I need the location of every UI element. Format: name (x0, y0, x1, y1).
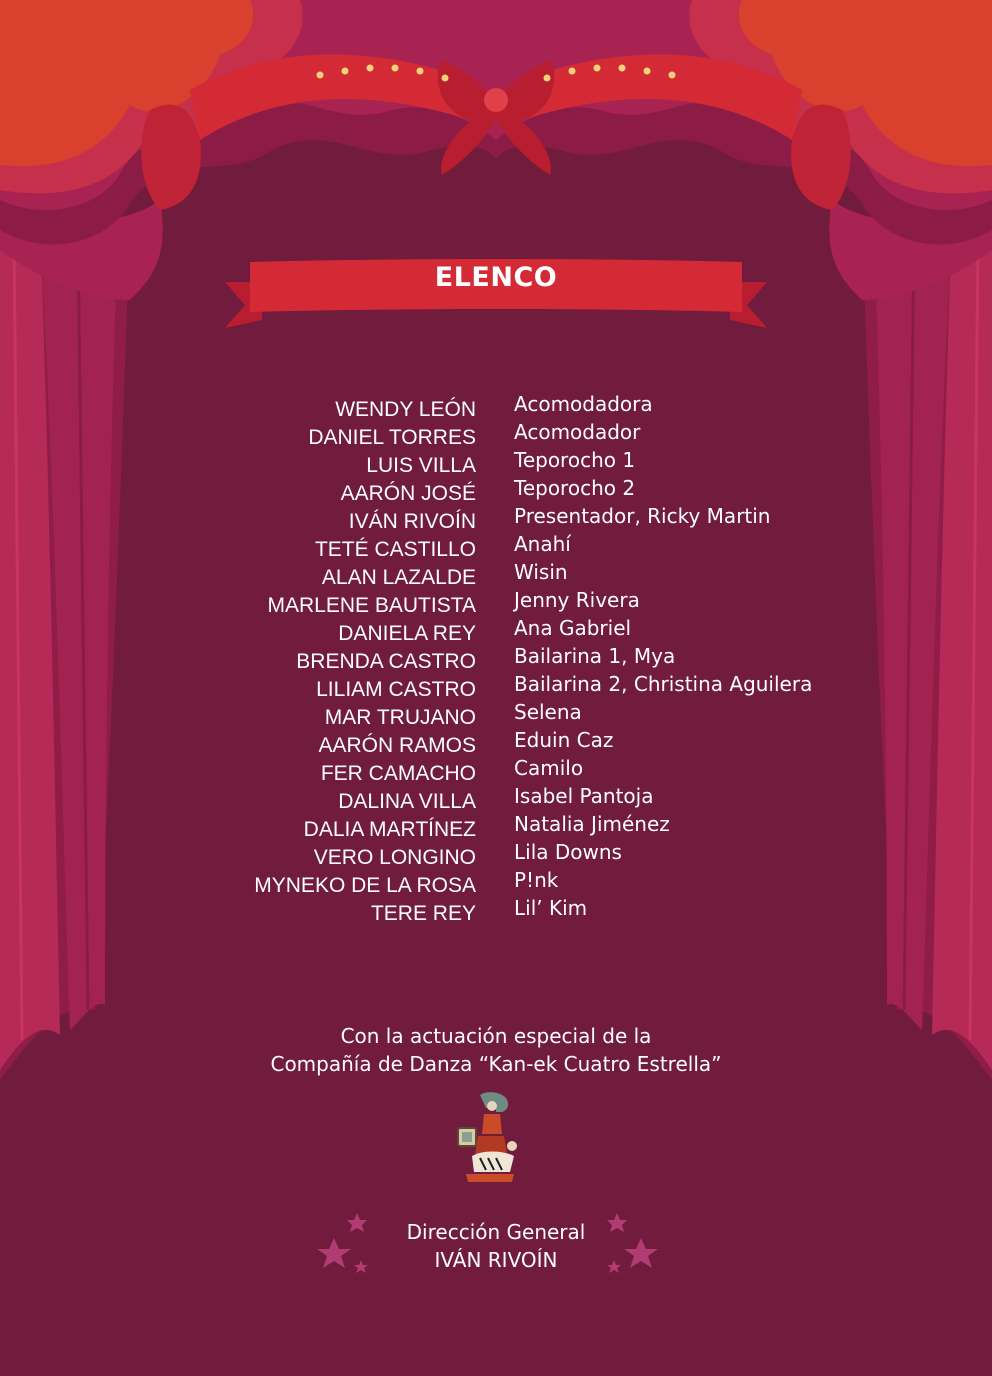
director-name: IVÁN RIVOÍN (434, 1248, 558, 1272)
cast-row (0, 896, 992, 924)
dancer-emblem-icon (452, 1090, 532, 1185)
cast-row (0, 700, 992, 728)
page-title: ELENCO (434, 262, 558, 293)
role-name: Acomodadora (514, 392, 653, 416)
actor-name: FER CAMACHO (320, 762, 476, 785)
role-name: Teporocho 1 (514, 448, 636, 472)
actor-name: TETÉ CASTILLO (314, 538, 476, 561)
role-name: Lila Downs (514, 840, 622, 864)
actor-name: MAR TRUJANO (324, 706, 476, 729)
actor-name: TERE REY (370, 902, 476, 925)
direction-label: Dirección General (406, 1220, 586, 1244)
role-name: Isabel Pantoja (514, 784, 654, 808)
role-name: Eduin Caz (514, 728, 614, 752)
cast-row (0, 588, 992, 616)
actor-name: DALIA MARTÍNEZ (303, 818, 476, 841)
cast-row (0, 504, 992, 532)
role-name: Jenny Rivera (514, 588, 640, 612)
actor-name: ALAN LAZALDE (321, 566, 476, 589)
actor-name: WENDY LEÓN (335, 398, 476, 421)
role-name: Presentador, Ricky Martin (514, 504, 771, 528)
role-name: Natalia Jiménez (514, 812, 670, 836)
cast-row (0, 644, 992, 672)
cast-row (0, 420, 992, 448)
role-name: Wisin (514, 560, 568, 584)
special-line-1: Con la actuación especial de la (340, 1024, 652, 1048)
actor-name: LILIAM CASTRO (316, 678, 476, 701)
actor-name: BRENDA CASTRO (296, 650, 476, 673)
role-name: Bailarina 1, Mya (514, 644, 676, 668)
actor-name: MYNEKO DE LA ROSA (254, 874, 476, 897)
actor-name: AARÓN RAMOS (318, 734, 476, 757)
cast-row (0, 784, 992, 812)
role-name: Ana Gabriel (514, 616, 632, 640)
cast-row (0, 756, 992, 784)
actor-name: AARÓN JOSÉ (340, 482, 476, 505)
cast-row (0, 672, 992, 700)
role-name: P!nk (514, 868, 559, 892)
actor-name: MARLENE BAUTISTA (267, 594, 476, 617)
actor-name: IVÁN RIVOÍN (348, 510, 476, 533)
role-name: Acomodador (514, 420, 641, 444)
cast-row (0, 840, 992, 868)
cast-row (0, 728, 992, 756)
cast-row (0, 476, 992, 504)
cast-row (0, 560, 992, 588)
cast-row (0, 812, 992, 840)
actor-name: LUIS VILLA (366, 454, 476, 477)
actor-name: VERO LONGINO (313, 846, 476, 869)
role-name: Anahí (514, 532, 571, 556)
role-name: Selena (514, 700, 582, 724)
cast-row (0, 448, 992, 476)
actor-name: DANIELA REY (338, 622, 476, 645)
actor-name: DANIEL TORRES (308, 426, 476, 449)
actor-name: DALINA VILLA (338, 790, 476, 813)
cast-row (0, 616, 992, 644)
role-name: Lil’ Kim (514, 896, 588, 920)
cast-row (0, 392, 992, 420)
role-name: Teporocho 2 (514, 476, 636, 500)
cast-row (0, 868, 992, 896)
cast-row (0, 532, 992, 560)
special-line-2: Compañía de Danza “Kan-ek Cuatro Estrella” (270, 1052, 722, 1076)
role-name: Camilo (514, 756, 584, 780)
role-name: Bailarina 2, Christina Aguilera (514, 672, 813, 696)
